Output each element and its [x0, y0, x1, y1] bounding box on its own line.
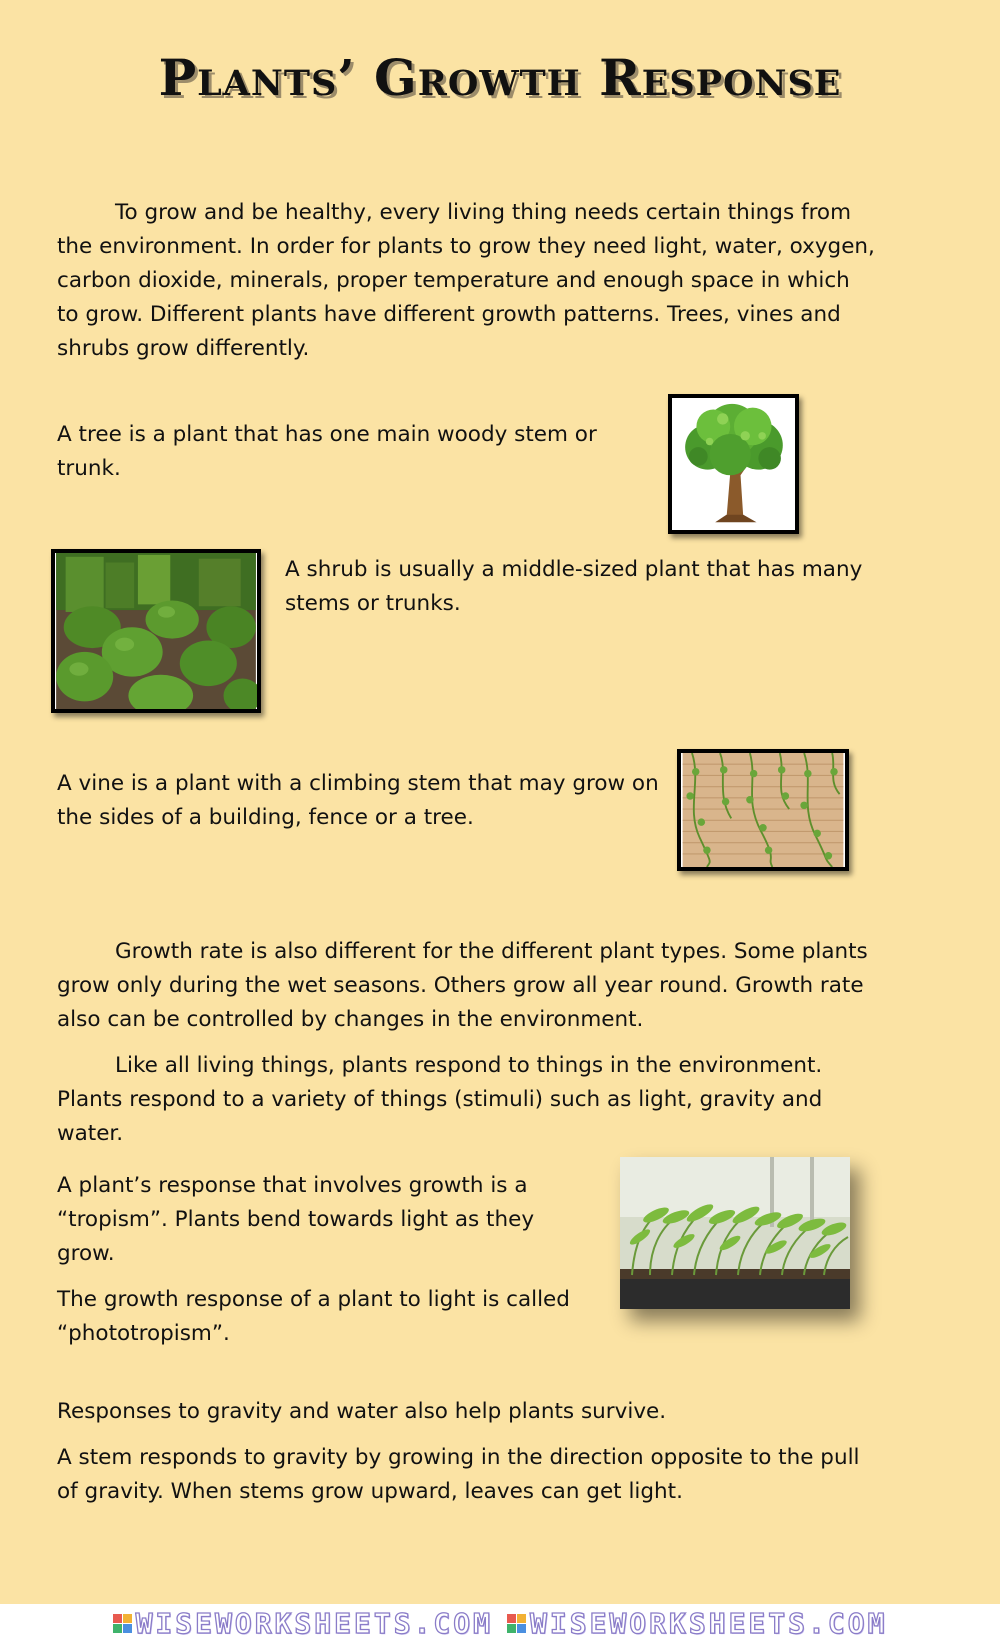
wiseworksheets-logo-icon: [113, 1614, 132, 1633]
wiseworksheets-logo-icon: [507, 1614, 526, 1633]
vine-text: A vine is a plant with a climbing stem that may grow on the sides of a building, fence or a tree.: [57, 771, 659, 830]
gravity-water-text: Responses to gravity and water also help plants survive.: [57, 1399, 667, 1424]
vine-paragraph: [57, 767, 662, 835]
tree-paragraph: [57, 418, 657, 486]
vine-photo: [677, 749, 849, 871]
tree-illustration: [668, 394, 799, 534]
shrub-photo: [51, 549, 261, 713]
intro-text: To grow and be healthy, every living thing needs certain things from the environment. In order for plants to grow they need light, water, oxygen, carbon dioxide, minerals, proper temperature and enough space in which to grow. Different plants have different growth patterns. Trees, vines and shrubs grow differently.: [57, 200, 875, 361]
shrub-text: A shrub is usually a middle-sized plant that has many stems or trunks.: [285, 557, 863, 616]
growth-rate-text: Growth rate is also different for the different plant types. Some plants grow only during the wet seasons. Others grow all year round. Growth rate also can be controlled by changes in the environment.: [57, 939, 868, 1032]
tree-text: A tree is a plant that has one main woody stem or trunk.: [57, 422, 597, 481]
watermark-2: [507, 1607, 887, 1640]
tropism-text: A plant’s response that involves growth is a “tropism”. Plants bend towards light as they grow.: [57, 1173, 535, 1266]
tropism-paragraph: [57, 1169, 587, 1351]
respond-text: Like all living things, plants respond to things in the environment. Plants respond to a variety of things (stimuli) such as light, gravity and water.: [57, 1053, 823, 1146]
seedlings-photo: [620, 1157, 850, 1309]
stem-gravity-text: A stem responds to gravity by growing in the direction opposite to the pull of gravity. When stems grow upward, leaves can get light.: [57, 1445, 860, 1504]
growth-rate-paragraph: [57, 935, 877, 1151]
intro-paragraph: [57, 196, 877, 366]
watermark-text-1: WISEWORKSHEETS.COM: [135, 1607, 493, 1640]
shrub-paragraph: [285, 553, 905, 621]
watermark-text-2: WISEWORKSHEETS.COM: [530, 1607, 888, 1640]
page-title: Plants’ Growth Response: [158, 48, 842, 107]
watermark-1: [113, 1607, 493, 1640]
gravity-paragraph: [57, 1395, 877, 1509]
phototropism-text: The growth response of a plant to light is called “phototropism”.: [57, 1287, 570, 1346]
watermark-footer: [0, 1604, 1000, 1643]
